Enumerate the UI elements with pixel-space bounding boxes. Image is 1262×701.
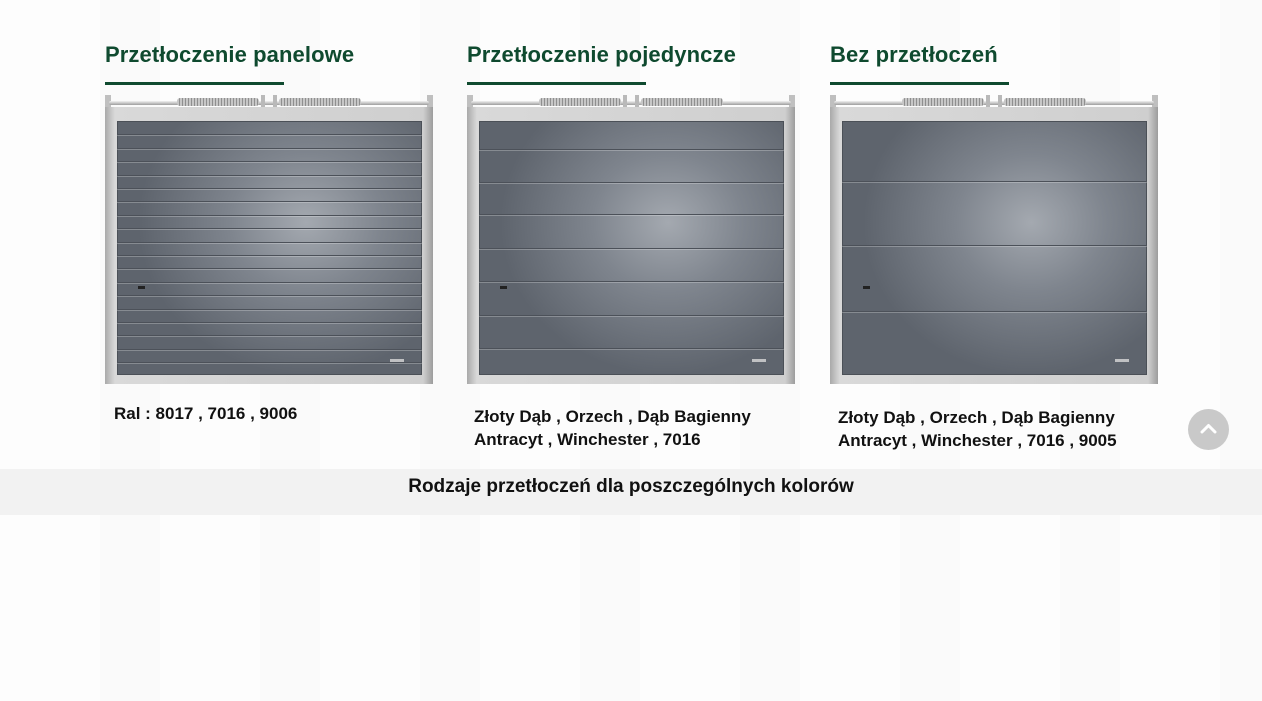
panel-groove bbox=[117, 175, 422, 176]
panel-groove bbox=[479, 315, 784, 316]
available-colors bbox=[114, 402, 297, 425]
panel-groove bbox=[479, 149, 784, 150]
colors-line-2: Antracyt , Winchester , 7016 , 9005 bbox=[838, 431, 1117, 450]
door-option-pojedyncze bbox=[467, 40, 797, 449]
panel-groove bbox=[117, 335, 422, 336]
panel-groove bbox=[479, 182, 784, 183]
door-rail bbox=[467, 95, 795, 107]
title-underline bbox=[830, 82, 1009, 85]
panel-groove bbox=[117, 228, 422, 229]
panel-groove bbox=[117, 309, 422, 310]
door-frame bbox=[105, 107, 433, 384]
panel-groove bbox=[117, 268, 422, 269]
panel-groove bbox=[117, 295, 422, 296]
panel-groove bbox=[117, 349, 422, 350]
column-title: Przetłoczenie pojedyncze bbox=[467, 42, 736, 67]
garage-door-image bbox=[467, 95, 795, 384]
door-option-panelowe bbox=[105, 40, 435, 423]
door-leaf bbox=[479, 121, 784, 375]
colors-line-1: Złoty Dąb , Orzech , Dąb Bagienny bbox=[838, 408, 1115, 427]
panel-groove bbox=[479, 348, 784, 349]
door-leaf bbox=[117, 121, 422, 375]
panel-groove bbox=[117, 134, 422, 135]
column-title: Przetłoczenie panelowe bbox=[105, 42, 355, 67]
panel-groove bbox=[117, 322, 422, 323]
door-handle bbox=[863, 286, 870, 289]
panel-groove bbox=[842, 311, 1147, 312]
door-leaf bbox=[842, 121, 1147, 375]
colors-line-1: Złoty Dąb , Orzech , Dąb Bagienny bbox=[474, 407, 751, 426]
door-handle bbox=[500, 286, 507, 289]
door-frame bbox=[467, 107, 795, 384]
brand-mark bbox=[752, 359, 766, 362]
available-colors bbox=[474, 405, 751, 451]
garage-door-image bbox=[105, 95, 433, 384]
panel-groove bbox=[117, 161, 422, 162]
chevron-up-icon bbox=[1200, 423, 1217, 434]
panel-groove bbox=[117, 201, 422, 202]
title-underline bbox=[467, 82, 646, 85]
door-handle bbox=[138, 286, 145, 289]
colors-line-1: Ral : 8017 , 7016 , 9006 bbox=[114, 404, 298, 423]
garage-door-image bbox=[830, 95, 1158, 384]
panel-groove bbox=[117, 242, 422, 243]
panel-groove bbox=[117, 215, 422, 216]
brand-mark bbox=[1115, 359, 1129, 362]
panel-groove bbox=[117, 148, 422, 149]
available-colors bbox=[838, 406, 1117, 452]
colors-line-2: Antracyt , Winchester , 7016 bbox=[474, 430, 701, 449]
panel-groove bbox=[842, 245, 1147, 246]
panel-groove bbox=[479, 248, 784, 249]
door-option-bez-przetloczen bbox=[830, 40, 1160, 450]
panel-groove bbox=[117, 255, 422, 256]
panel-groove bbox=[117, 362, 422, 363]
door-rail bbox=[105, 95, 433, 107]
caption-text: Rodzaje przetłoczeń dla poszczególnych kolorów bbox=[408, 476, 854, 497]
panel-groove bbox=[117, 282, 422, 283]
door-rail bbox=[830, 95, 1158, 107]
title-underline bbox=[105, 82, 284, 85]
panel-groove bbox=[117, 188, 422, 189]
column-title: Bez przetłoczeń bbox=[830, 42, 998, 67]
panel-groove bbox=[842, 181, 1147, 182]
panel-groove bbox=[479, 214, 784, 215]
door-frame bbox=[830, 107, 1158, 384]
scroll-to-top-button[interactable] bbox=[1188, 409, 1229, 450]
panel-groove bbox=[479, 281, 784, 282]
caption-bar bbox=[0, 469, 1262, 515]
